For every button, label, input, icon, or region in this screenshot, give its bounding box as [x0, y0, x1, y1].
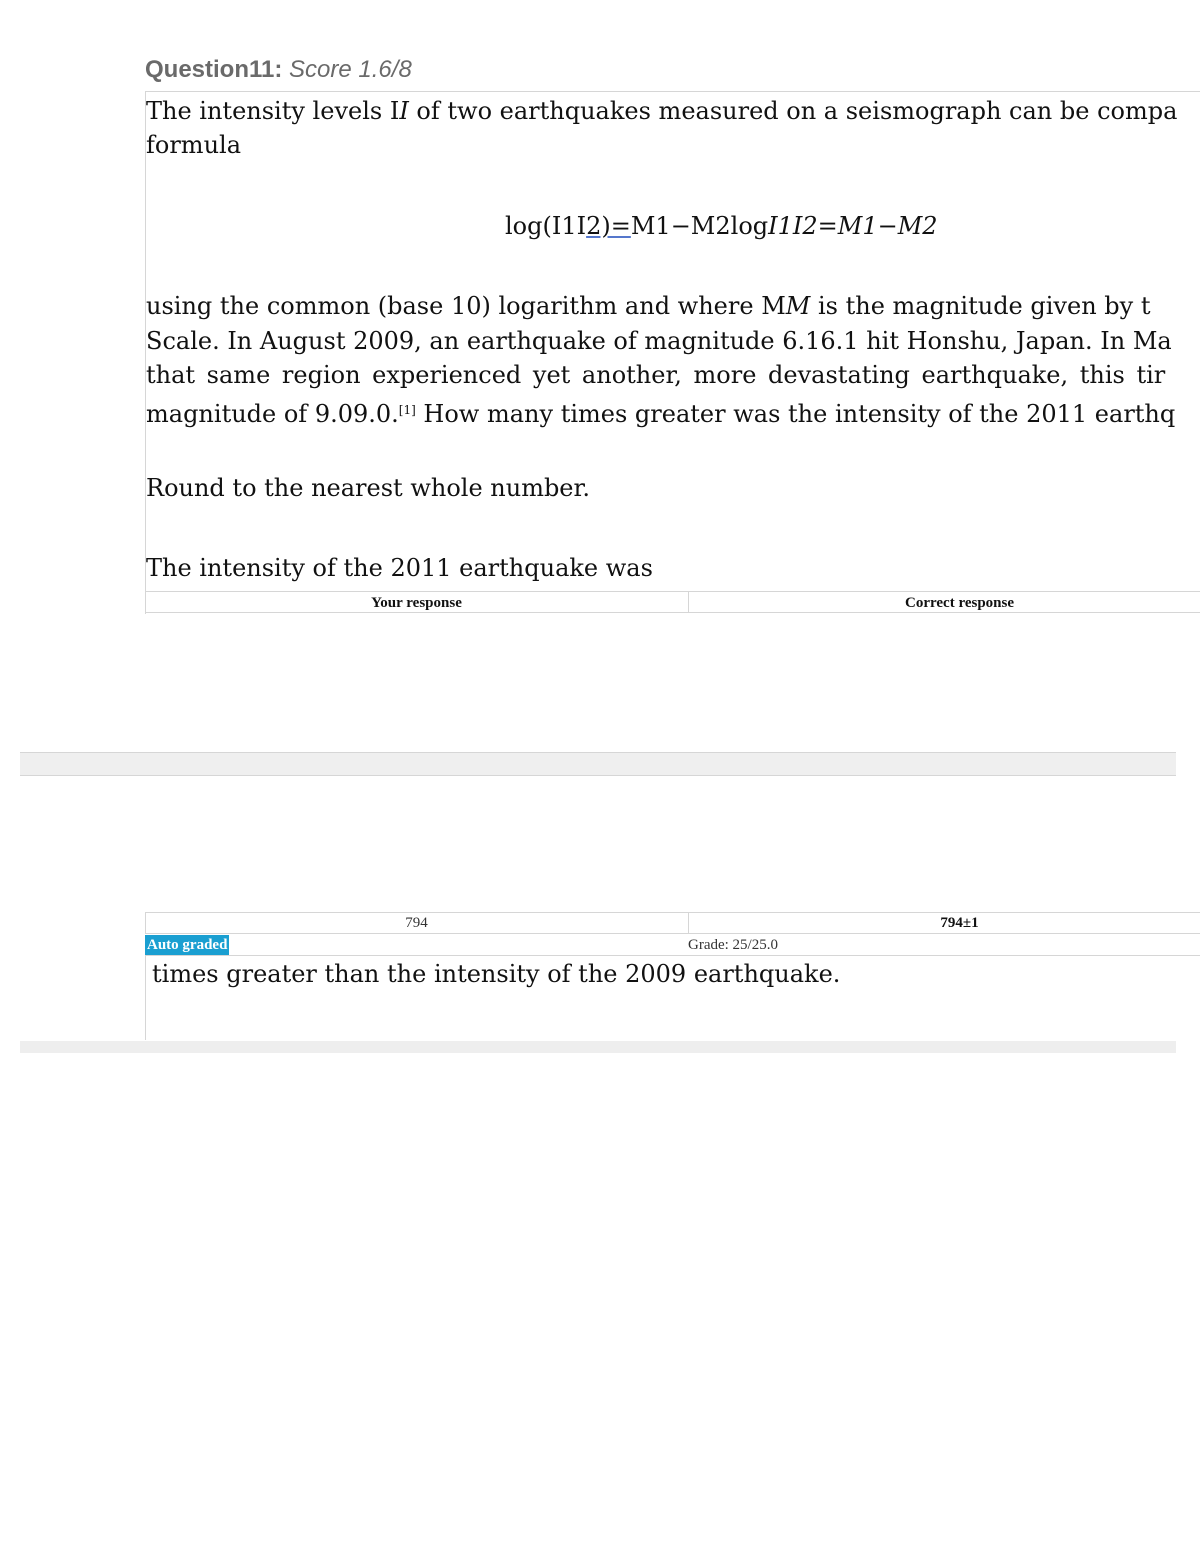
- grade-text: Grade: 25/25.0: [688, 937, 778, 953]
- grade-row: [145, 934, 1200, 956]
- question-number: Question11:: [145, 56, 283, 83]
- question-header: [145, 56, 412, 84]
- your-response-header: Your response: [371, 595, 462, 611]
- your-response-value: 794: [405, 915, 428, 931]
- question-paragraph-line-4: magnitude of 9.09.0.[1] How many times greater was the intensity of the 2011 earthq: [146, 400, 1176, 428]
- correct-response-value: 794±1: [940, 915, 979, 931]
- rounding-instruction: Round to the nearest whole number.: [146, 474, 590, 502]
- section-separator: [20, 752, 1176, 776]
- question-text-line-1: The intensity levels II of two earthquakes measured on a seismograph can be compa: [146, 97, 1178, 125]
- answer-box-border: [145, 956, 146, 1040]
- answer-tail-text: times greater than the intensity of the 2009 earthquake.: [152, 960, 841, 988]
- footnote-link[interactable]: [1]: [398, 403, 416, 417]
- auto-graded-badge: Auto graded: [147, 937, 228, 953]
- question-text-line-2: formula: [146, 131, 242, 159]
- correct-response-header: Correct response: [905, 595, 1014, 611]
- formula: log(I1I2)=M1−M2logI1I2=M1−M2: [505, 212, 938, 240]
- bottom-separator: [20, 1041, 1176, 1053]
- question-paragraph-line-3: that same region experienced yet another, more devastating earthquake, this tir: [146, 361, 1166, 389]
- question-paragraph-line-2: Scale. In August 2009, an earthquake of magnitude 6.16.1 hit Honshu, Japan. In Ma: [146, 327, 1172, 355]
- question-paragraph-line-1: using the common (base 10) logarithm and where MM is the magnitude given by t: [146, 292, 1151, 320]
- question-score: Score 1.6/8: [289, 56, 412, 83]
- answer-lead-in: The intensity of the 2011 earthquake was: [146, 554, 653, 582]
